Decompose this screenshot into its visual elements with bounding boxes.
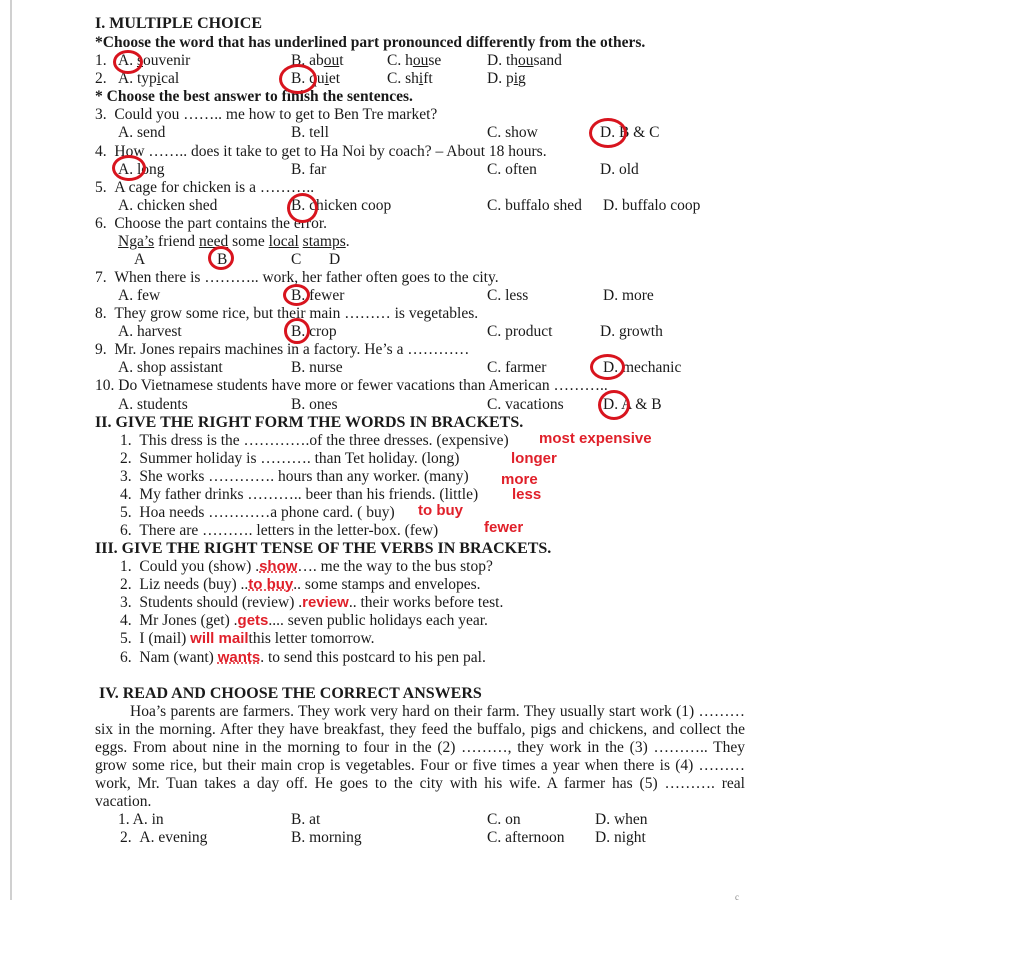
- q2-option-c: C. shift: [387, 70, 433, 87]
- answer-circle-q5-b: [287, 193, 318, 223]
- page-left-edge: [10, 0, 12, 900]
- s2-answer-5: to buy: [418, 502, 463, 519]
- q5-option-c: C. buffalo shed: [487, 197, 582, 214]
- q6-option-a: A: [134, 251, 146, 268]
- q9-stem: 9. Mr. Jones repairs machines in a factory. He’s a …………: [95, 341, 470, 358]
- q8-stem: 8. They grow some rice, but their main ……… is vegetables.: [95, 305, 479, 322]
- s3-item-6: 6. Nam (want) wants. to send this postcard to his pen pal.: [120, 649, 486, 666]
- s3-item-1: 1. Could you (show) .show…. me the way to the bus stop?: [120, 558, 493, 575]
- q7-option-c: C. less: [487, 287, 529, 304]
- q4-option-a: A. long: [118, 161, 165, 178]
- page-mark: c: [735, 892, 739, 902]
- q5-option-d: D. buffalo coop: [603, 197, 701, 214]
- s2-answer-2: longer: [511, 450, 557, 467]
- s4-q2-option-b: B. morning: [291, 829, 362, 846]
- q5-option-b: B. chicken coop: [291, 197, 392, 214]
- section-1-instruction-best-answer: * Choose the best answer to finish the sentences.: [95, 88, 413, 105]
- s2-item-2: 2. Summer holiday is ………. than Tet holiday. (long): [120, 450, 460, 467]
- answer-circle-q4-a: [112, 155, 146, 181]
- q2-option-b: B. quiet: [291, 70, 341, 87]
- q10-option-a: A. students: [118, 396, 188, 413]
- s3-answer-4: gets: [237, 612, 269, 629]
- s2-item-1: 1. This dress is the ………….of the three dresses. (expensive): [120, 432, 509, 449]
- q7-option-b: B. fewer: [291, 287, 345, 304]
- q6-stem: 6. Choose the part contains the error.: [95, 215, 328, 232]
- answer-circle-q1-a: [113, 50, 143, 74]
- section-2-heading: II. GIVE THE RIGHT FORM THE WORDS IN BRACKETS.: [95, 414, 524, 431]
- q6-option-d: D: [329, 251, 341, 268]
- q1-number: 1.: [95, 52, 107, 69]
- s2-item-3: 3. She works …………. hours than any worker. (many): [120, 468, 469, 485]
- answer-circle-q3-d: [589, 118, 627, 148]
- q2-number: 2.: [95, 70, 107, 87]
- s4-q1-option-c: C. on: [487, 811, 521, 828]
- q1-option-d: D. thousand: [487, 52, 562, 69]
- section-4-heading: IV. READ AND CHOOSE THE CORRECT ANSWERS: [99, 685, 482, 702]
- answer-circle-q2-b: [279, 64, 317, 94]
- q4-option-b: B. far: [291, 161, 327, 178]
- answer-circle-q8-b: [284, 318, 310, 344]
- s4-q1-option-d: D. when: [595, 811, 648, 828]
- q7-stem: 7. When there is ……….. work, her father often goes to the city.: [95, 269, 499, 286]
- s2-answer-6: fewer: [484, 519, 524, 536]
- q6-sentence: Nga’s friend need some local stamps.: [118, 233, 350, 250]
- s3-item-3: 3. Students should (review) .review.. their works before test.: [120, 594, 504, 611]
- q7-option-a: A. few: [118, 287, 161, 304]
- s2-answer-3: more: [501, 471, 538, 488]
- s3-answer-6: wants: [217, 649, 261, 666]
- section-1-instruction-pronunciation: *Choose the word that has underlined part pronounced differently from the others.: [95, 34, 646, 51]
- s2-answer-4: less: [512, 486, 542, 503]
- q3-stem: 3. Could you …….. me how to get to Ben Tre market?: [95, 106, 438, 123]
- s3-answer-3: review: [302, 594, 349, 611]
- answer-circle-q10-d: [598, 390, 630, 420]
- q2-option-d: D. pig: [487, 70, 526, 87]
- q3-option-b: B. tell: [291, 124, 329, 141]
- q9-option-c: C. farmer: [487, 359, 547, 376]
- q10-option-d: D. A & B: [603, 396, 662, 413]
- q8-option-c: C. product: [487, 323, 553, 340]
- s3-item-2: 2. Liz needs (buy) ..to buy.. some stamps and envelopes.: [120, 576, 481, 593]
- s2-item-5: 5. Hoa needs …………a phone card. ( buy): [120, 504, 395, 521]
- q1-option-b: B. about: [291, 52, 344, 69]
- s2-item-6: 6. There are ………. letters in the letter-box. (few): [120, 522, 439, 539]
- q8-option-a: A. harvest: [118, 323, 182, 340]
- s3-item-4: 4. Mr Jones (get) .gets.... seven public holidays each year.: [120, 612, 488, 629]
- s3-item-5: 5. I (mail) will mailthis letter tomorrow.: [120, 630, 375, 647]
- s3-answer-2: to buy: [248, 576, 294, 593]
- q1-option-a: A. souvenir: [118, 52, 191, 69]
- q4-stem: 4. How …….. does it take to get to Ha Noi by coach? – About 18 hours.: [95, 143, 547, 160]
- s4-q1-option-a: 1. A. in: [118, 811, 164, 828]
- q9-option-a: A. shop assistant: [118, 359, 223, 376]
- q8-option-b: B. crop: [291, 323, 337, 340]
- s2-answer-1: most expensive: [539, 430, 652, 447]
- section-3-heading: III. GIVE THE RIGHT TENSE OF THE VERBS IN BRACKETS.: [95, 540, 552, 557]
- s2-item-4: 4. My father drinks ……….. beer than his friends. (little): [120, 486, 479, 503]
- q3-option-d: D. B & C: [600, 124, 660, 141]
- q5-option-a: A. chicken shed: [118, 197, 218, 214]
- q5-stem: 5. A cage for chicken is a ………..: [95, 179, 315, 196]
- s4-q2-option-a: 2. A. evening: [120, 829, 208, 846]
- s3-answer-1: show: [259, 558, 298, 575]
- q1-option-c: C. house: [387, 52, 442, 69]
- q8-option-d: D. growth: [600, 323, 663, 340]
- q2-option-a: A. typical: [118, 70, 180, 87]
- q9-option-b: B. nurse: [291, 359, 343, 376]
- reading-passage: Hoa’s parents are farmers. They work very hard on their farm. They usually start work (1) ……… six in the morning. After they have breakfast, they feed the buffalo, pigs and chickens, and collect the eggs. From about nine in the morning to four in the (2) ………, they work in the (3) ……….. They grow some rice, but their main crop is vegetables. Four or five times a year when there is (4) ……… work, Mr. Tuan takes a day off. He goes to the city with his wife. A farmer has (5) ………. real vacation.: [95, 703, 745, 810]
- q10-option-c: C. vacations: [487, 396, 564, 413]
- answer-circle-q9-d: [590, 354, 625, 380]
- q3-option-c: C. show: [487, 124, 538, 141]
- s4-q2-option-c: C. afternoon: [487, 829, 565, 846]
- s3-answer-5: will mail: [190, 630, 249, 647]
- q10-option-b: B. ones: [291, 396, 338, 413]
- answer-circle-q7-b: [283, 284, 310, 306]
- answer-circle-q6-b: [208, 246, 234, 270]
- q9-option-d: D. mechanic: [603, 359, 682, 376]
- q7-option-d: D. more: [603, 287, 654, 304]
- q4-option-d: D. old: [600, 161, 639, 178]
- q6-option-c: C: [291, 251, 302, 268]
- q4-option-c: C. often: [487, 161, 537, 178]
- s4-q1-option-b: B. at: [291, 811, 321, 828]
- q10-stem: 10. Do Vietnamese students have more or fewer vacations than American ………..: [95, 377, 608, 394]
- s4-q2-option-d: D. night: [595, 829, 646, 846]
- q6-option-b: B: [217, 251, 228, 268]
- section-1-heading: I. MULTIPLE CHOICE: [95, 15, 262, 32]
- q3-option-a: A. send: [118, 124, 166, 141]
